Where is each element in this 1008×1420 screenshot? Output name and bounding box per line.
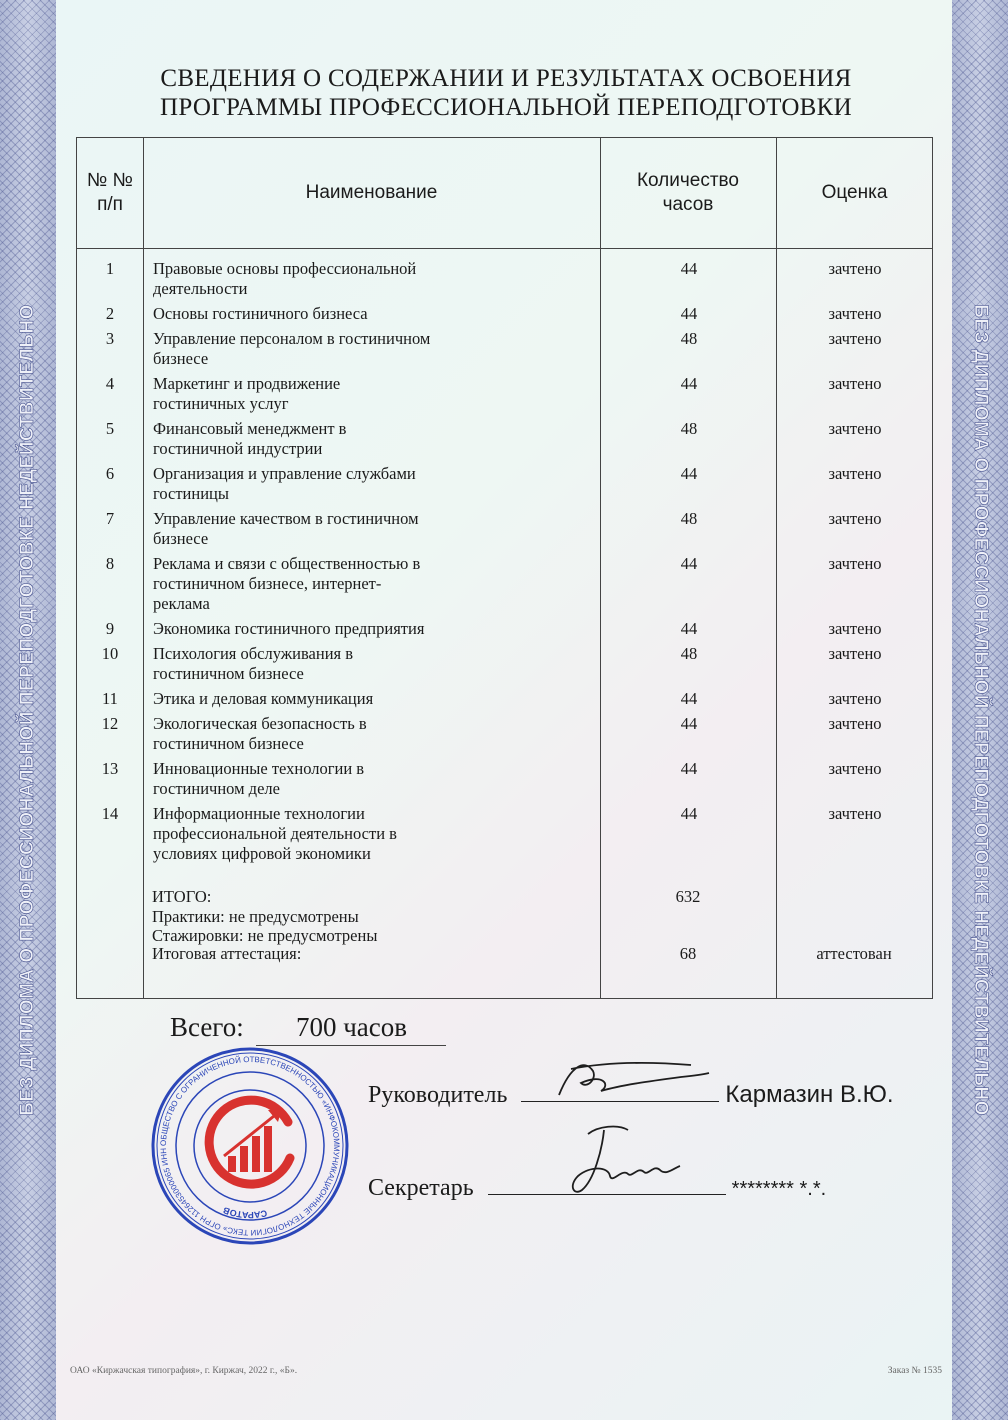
- row-grade: зачтено: [828, 554, 882, 573]
- table-row: [77, 804, 932, 869]
- row-subject-name: Управление персоналом в гостиничном бизнесе: [153, 329, 431, 368]
- table-row: [77, 644, 932, 689]
- row-grade: зачтено: [828, 804, 882, 823]
- row-hours: 44: [680, 374, 698, 393]
- head-signature-line: [521, 1077, 719, 1102]
- table-row: [77, 304, 932, 329]
- head-name: Кармазин В.Ю.: [725, 1081, 894, 1108]
- seal-logo-icon: [209, 1100, 290, 1184]
- row-number: 11: [102, 689, 118, 708]
- left-border-text: БЕЗ ДИПЛОМА О ПРОФЕССИОНАЛЬНОЙ ПЕРЕПОДГОТОВКЕ НЕДЕЙСТВИТЕЛЬНО: [17, 304, 38, 1116]
- row-number: 4: [105, 374, 115, 393]
- page-title: [80, 64, 932, 122]
- row-hours: 44: [680, 304, 698, 323]
- header-num: № № п/п: [86, 170, 134, 215]
- secretary-signature-row: [368, 1170, 826, 1202]
- row-number: 12: [101, 714, 119, 733]
- secretary-label: Секретарь: [368, 1175, 474, 1201]
- table-row: [77, 329, 932, 374]
- row-grade: зачтено: [828, 619, 882, 638]
- row-subject-name: Реклама и связи с общественностью в гостиничном бизнесе, интернет- реклама: [153, 554, 421, 613]
- row-grade: зачтено: [828, 304, 882, 323]
- row-subject-name: Правовые основы профессиональной деятельности: [153, 259, 417, 298]
- row-subject-name: Маркетинг и продвижение гостиничных услуг: [153, 374, 341, 413]
- secretary-name: ******** *.*.: [731, 1178, 827, 1200]
- itogo-label: ИТОГО:: [152, 887, 212, 906]
- row-grade: зачтено: [828, 259, 882, 278]
- row-subject-name: Управление качеством в гостиничном бизнесе: [153, 509, 419, 548]
- table-row: [77, 419, 932, 464]
- secretary-signature-icon: [548, 1120, 708, 1200]
- row-subject-name: Экологическая безопасность в гостиничном бизнесе: [153, 714, 367, 753]
- row-grade: зачтено: [828, 644, 882, 663]
- row-hours: 48: [680, 419, 698, 438]
- row-subject-name: Этика и деловая коммуникация: [153, 689, 374, 708]
- secretary-signature-line: [488, 1170, 726, 1195]
- printer-footer: ОАО «Киржачская типография», г. Киржач, 2022 г., «Б».: [70, 1366, 298, 1376]
- right-border-text: БЕЗ ДИПЛОМА О ПРОФЕССИОНАЛЬНОЙ ПЕРЕПОДГОТОВКЕ НЕДЕЙСТВИТЕЛЬНО: [970, 304, 991, 1116]
- header-grade: Оценка: [821, 182, 888, 203]
- table-row: [77, 374, 932, 419]
- table-row: [77, 509, 932, 554]
- row-subject-name: Финансовый менеджмент в гостиничной индустрии: [153, 419, 347, 458]
- row-grade: зачтено: [828, 464, 882, 483]
- row-hours: 48: [680, 509, 698, 528]
- row-number: 7: [105, 509, 115, 528]
- row-hours: 44: [680, 714, 698, 733]
- row-grade: зачтено: [828, 329, 882, 348]
- final-attestation-hours: 68: [679, 944, 697, 963]
- right-security-border: [952, 0, 1008, 1420]
- row-number: 6: [105, 464, 115, 483]
- row-number: 14: [101, 804, 119, 823]
- title-line-1: СВЕДЕНИЯ О СОДЕРЖАНИИ И РЕЗУЛЬТАТАХ ОСВОЕНИЯ: [160, 65, 852, 92]
- row-grade: зачтено: [828, 714, 882, 733]
- header-divider: [77, 248, 932, 249]
- row-number: 2: [105, 304, 115, 323]
- table-row: [77, 464, 932, 509]
- table-row: [77, 714, 932, 759]
- practice-note: Практики: не предусмотрены: [152, 907, 359, 926]
- row-hours: 44: [680, 464, 698, 483]
- final-attestation-grade: аттестован: [816, 944, 892, 963]
- row-hours: 44: [680, 619, 698, 638]
- organization-seal: [150, 1046, 350, 1246]
- left-security-border: [0, 0, 56, 1420]
- row-hours: 44: [680, 759, 698, 778]
- header-hours: Количество часов: [636, 170, 740, 215]
- seal-city-text: САРАТОВ: [221, 1205, 269, 1221]
- table-row: [77, 619, 932, 644]
- row-number: 3: [105, 329, 115, 348]
- row-subject-name: Инновационные технологии в гостиничном деле: [153, 759, 365, 798]
- row-grade: зачтено: [828, 419, 882, 438]
- row-grade: зачтено: [828, 759, 882, 778]
- row-subject-name: Основы гостиничного бизнеса: [153, 304, 368, 323]
- row-number: 5: [105, 419, 115, 438]
- seal-outer-text: ОБЩЕСТВО С ОГРАНИЧЕННОЙ ОТВЕТСТВЕННОСТЬЮ «ИНФОКОММУНИКАЦИОННЫЕ ТЕХНОЛОГИИ ТЕКС» ОГРН 1126453000065 ИНН: [158, 1054, 342, 1238]
- row-number: 1: [105, 259, 115, 278]
- table-row: [77, 554, 932, 619]
- total-label: Всего:: [170, 1012, 244, 1042]
- row-hours: 44: [680, 804, 698, 823]
- row-hours: 44: [680, 689, 698, 708]
- subjects-table: [76, 137, 933, 999]
- row-number: 8: [105, 554, 115, 573]
- total-value: 700 часов: [256, 1012, 446, 1046]
- row-subject-name: Психология обслуживания в гостиничном бизнесе: [153, 644, 354, 683]
- order-number: Заказ № 1535: [887, 1366, 942, 1376]
- total-hours: [170, 1012, 446, 1046]
- row-number: 10: [101, 644, 119, 663]
- table-row: [77, 259, 932, 304]
- row-grade: зачтено: [828, 689, 882, 708]
- row-number: 9: [105, 619, 115, 638]
- head-signature-icon: [541, 1055, 721, 1105]
- itogo-hours: 632: [675, 887, 701, 906]
- row-grade: зачтено: [828, 509, 882, 528]
- table-body: [77, 259, 932, 869]
- row-grade: зачтено: [828, 374, 882, 393]
- final-attestation-label: Итоговая аттестация:: [152, 944, 302, 963]
- head-signature-row: [368, 1077, 894, 1109]
- row-hours: 48: [680, 644, 698, 663]
- table-summary: [76, 887, 933, 963]
- row-number: 13: [101, 759, 119, 778]
- row-subject-name: Информационные технологии профессиональной деятельности в условиях цифровой экономики: [153, 804, 397, 863]
- table-row: [77, 689, 932, 714]
- row-subject-name: Экономика гостиничного предприятия: [153, 619, 425, 638]
- row-hours: 48: [680, 329, 698, 348]
- internship-note: Стажировки: не предусмотрены: [152, 926, 378, 945]
- row-hours: 44: [680, 554, 698, 573]
- title-line-2: ПРОГРАММЫ ПРОФЕССИОНАЛЬНОЙ ПЕРЕПОДГОТОВКИ: [160, 94, 852, 121]
- header-name: Наименование: [305, 182, 438, 203]
- head-label: Руководитель: [368, 1082, 508, 1108]
- row-subject-name: Организация и управление службами гостиницы: [153, 464, 416, 503]
- row-hours: 44: [680, 259, 698, 278]
- table-row: [77, 759, 932, 804]
